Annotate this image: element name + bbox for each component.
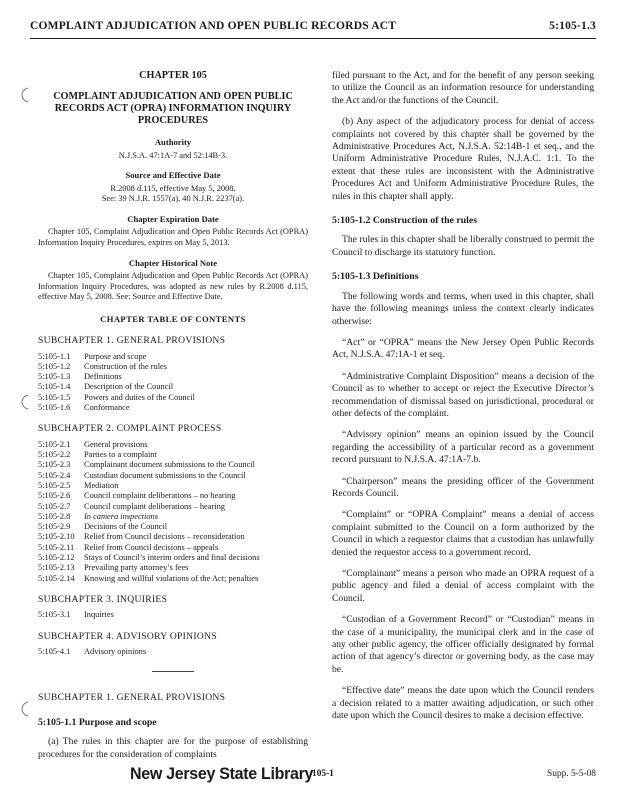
definition-paragraph: “Act” or “OPRA” means the New Jersey Open Public Records Act, N.J.S.A. 47:1A-1 et seq. <box>332 336 594 361</box>
toc-entry-title: Custodian document submissions to the Council <box>84 470 246 480</box>
paragraph-b: (b) Any aspect of the adjudicatory process for denial of access complaints not covered by this chapter shall be governed by the Administrative Procedures Act, N.J.S.A. 52:14B-1 et seq., and the Uniform Administrative Procedure Rules, N.J.A.C. 1:1. To the extent that these rules are inconsistent with the Administrative Procedures Act and Uniform Administrative Procedure Rules, the rules in this chapter shall apply. <box>332 116 594 202</box>
toc-entry <box>38 574 308 584</box>
toc-entry-title: Relief from Council decisions – reconsideration <box>84 532 245 542</box>
toc-entry-number: 5:105-1.3 <box>38 372 71 382</box>
definition-paragraph: “Complaint” or “OPRA Complaint” means a denial of access complaint submitted to the Council on a form authorized by the Council in which a requestor claims that a custodian has unlawfully denied the requestor access to a government record. <box>332 509 594 558</box>
definition-paragraph: “Custodian of a Government Record” or “Custodian” means in the case of a municipality, the municipal clerk and in the case of any other public agency, the officer officially designated by formal action of that agency’s director or governing body, as the case may be. <box>332 614 594 675</box>
toc-entry <box>38 403 308 413</box>
section-divider <box>152 671 194 672</box>
expiration-text: Chapter 105, Complaint Adjudication and Open Public Records Act (OPRA) Information Inquiry Procedures, expires on May 5, 2013. <box>38 227 308 247</box>
margin-hole-mark-icon <box>16 393 34 411</box>
toc-entry-title: Advisory opinions <box>84 647 147 657</box>
toc-entry <box>38 563 308 573</box>
margin-hole-mark-icon <box>16 700 34 718</box>
toc-entry-title: Complainant document submissions to the Council <box>84 460 255 470</box>
expiration-heading: Chapter Expiration Date <box>127 214 219 224</box>
running-header <box>30 20 596 40</box>
definition-paragraph: “Chairperson” means the presiding officer of the Government Records Council. <box>332 475 594 499</box>
subchapter-heading: SUBCHAPTER 1. GENERAL PROVISIONS <box>38 692 226 704</box>
library-stamp-logo: New Jersey State Library <box>130 765 314 784</box>
page-number: 105-1 <box>312 769 334 779</box>
authority-heading: Authority <box>154 137 192 148</box>
toc-entry-title: Parties to a complaint <box>84 450 157 460</box>
toc-entry-number: 5:105-1.4 <box>38 382 71 392</box>
history-heading: Chapter Historical Note <box>128 257 218 268</box>
toc-entry-number: 5:105-2.13 <box>38 563 75 573</box>
toc-entry-number: 5:105-2.6 <box>38 491 71 501</box>
toc-entry-title: Purpose and scope <box>84 351 147 361</box>
section-heading-1-3: 5:105-1.3 Definitions <box>332 271 419 283</box>
definition-paragraph: “Complainant” means a person who made an OPRA request of a public agency and filed a denial of access complaint with the Council. <box>332 568 594 604</box>
chapter-number: CHAPTER 105 <box>139 70 207 81</box>
toc-subchapter-heading: SUBCHAPTER 1. GENERAL PROVISIONS <box>38 335 226 347</box>
toc-entry-title: Decisions of the Council <box>84 522 168 532</box>
toc-entry <box>38 362 308 372</box>
toc-entry <box>38 440 308 450</box>
toc-entry-number: 5:105-2.5 <box>38 480 71 490</box>
toc-entry-number: 5:105-2.1 <box>38 439 71 449</box>
toc-entry <box>38 352 308 362</box>
toc-entry-title: Knowing and willful violations of the Act; penalties <box>84 573 259 583</box>
toc-entry-number: 5:105-2.3 <box>38 460 71 470</box>
toc-entry-title: Council complaint deliberations – no hearing <box>84 491 236 501</box>
toc-entry-title: Inquiries <box>84 610 114 620</box>
definition-paragraph: “Effective date” means the date upon which the Council renders a decision related to a matter awaiting adjudication, or such other date upon which the Council desires to make a decision effective. <box>332 685 594 722</box>
toc-entry-title: Stays of Council’s interim orders and final decisions <box>84 553 260 563</box>
header-section-number: 5:105-1.3 <box>549 20 596 32</box>
source-see-text: See: 39 N.J.R. 1557(a), 40 N.J.R. 2237(a). <box>101 194 245 204</box>
toc-entry <box>38 532 308 542</box>
toc-entry-number: 5:105-1.1 <box>38 351 71 361</box>
toc-entry <box>38 382 308 392</box>
history-text: Chapter 105, Complaint Adjudication and Open Public Records Act (OPRA) Information Inquiry Procedures, was adopted as new rules by R.2008 d.115, effective May 5, 2008. See: Source and Effective Date. <box>38 271 308 302</box>
section-paragraph: (a) The rules in this chapter are for the purpose of establishing procedures for the consideration of complaints <box>38 736 308 760</box>
toc-entry-title: Mediation <box>84 480 119 490</box>
toc-entry-title: Conformance <box>84 403 130 413</box>
toc-entry-title: Definitions <box>84 372 122 382</box>
toc-entry <box>38 471 308 481</box>
header-title: COMPLAINT ADJUDICATION AND OPEN PUBLIC RECORDS ACT <box>30 20 397 32</box>
toc-entry-number: 5:105-2.8 <box>38 511 71 521</box>
toc-subchapter-heading: SUBCHAPTER 3. INQUIRIES <box>38 593 168 605</box>
toc-entry-title: Construction of the rules <box>84 361 168 371</box>
toc-entry <box>38 393 308 403</box>
toc-entry-number: 5:105-2.10 <box>38 532 75 542</box>
margin-hole-mark-icon <box>16 86 34 104</box>
toc-entry <box>38 460 308 470</box>
toc-entry-title: Powers and duties of the Council <box>84 392 195 402</box>
toc-entry-number: 5:105-4.1 <box>38 647 71 657</box>
definition-paragraph: “Administrative Complaint Disposition” means a decision of the Council as to whether to accept or reject the Executive Director’s recommendation of dismissal based on jurisdictional, procedural or other defects of the complaint. <box>332 370 594 419</box>
header-rule <box>30 38 596 39</box>
toc-subchapter-heading: SUBCHAPTER 4. ADVISORY OPINIONS <box>38 630 217 642</box>
toc-title: CHAPTER TABLE OF CONTENTS <box>100 313 246 324</box>
toc-entry-number: 5:105-3.1 <box>38 610 71 620</box>
definition-paragraph: “Advisory opinion” means an opinion issued by the Council regarding the accessibility of a particular record as a government record pursuant to N.J.S.A. 47:1A-7.b. <box>332 429 594 466</box>
toc-entry-title: Description of the Council <box>84 382 174 392</box>
toc-subchapter-heading: SUBCHAPTER 2. COMPLAINT PROCESS <box>38 423 222 435</box>
section-heading-1-2: 5:105-1.2 Construction of the rules <box>332 215 478 227</box>
definitions-list <box>332 337 594 723</box>
toc-entry-number: 5:105-2.14 <box>38 573 75 583</box>
toc-entry-number: 5:105-1.5 <box>38 392 71 402</box>
toc-entry <box>38 647 308 657</box>
continued-paragraph: filed pursuant to the Act, and for the benefit of any person seeking to utilize the Council as an information resource for understanding the Act and/or the functions of the Council. <box>332 70 594 106</box>
toc-entry-title: Prevailing party attorney’s fees <box>84 563 189 573</box>
toc-entry <box>38 450 308 460</box>
toc-entry-title: General provisions <box>84 439 148 449</box>
toc-entry <box>38 512 308 522</box>
toc-entry <box>38 543 308 553</box>
section-1-2-text: The rules in this chapter shall be liberally construed to permit the Council to discharge its statutory function. <box>332 234 594 258</box>
table-of-contents <box>38 335 308 657</box>
toc-entry-number: 5:105-1.6 <box>38 403 71 413</box>
right-column <box>332 70 594 731</box>
toc-entry-number: 5:105-2.11 <box>38 542 75 552</box>
left-column <box>38 70 308 770</box>
section-heading: 5:105-1.1 Purpose and scope <box>38 716 157 728</box>
toc-entry <box>38 522 308 532</box>
toc-entry <box>38 610 308 620</box>
toc-entry-number: 5:105-2.9 <box>38 522 71 532</box>
definitions-intro: The following words and terms, when used in this chapter, shall have the following meanings unless the context clearly indicates otherwise: <box>332 290 594 327</box>
source-text: R.2008 d.115, effective May 5, 2008. <box>110 183 236 193</box>
toc-entry <box>38 491 308 501</box>
toc-entry-title: Relief from Council decisions – appeals <box>84 542 219 552</box>
toc-entry-number: 5:105-2.7 <box>38 501 71 511</box>
toc-entry <box>38 372 308 382</box>
authority-text: N.J.S.A. 47:1A-7 and 52:14B-3. <box>118 150 228 160</box>
toc-entry-number: 5:105-2.2 <box>38 450 71 460</box>
chapter-title: COMPLAINT ADJUDICATION AND OPEN PUBLIC RECORDS ACT (OPRA) INFORMATION INQUIRY PROCEDURES <box>53 91 293 127</box>
toc-entry-number: 5:105-1.2 <box>38 361 71 371</box>
toc-entry <box>38 481 308 491</box>
toc-entry-number: 5:105-2.4 <box>38 470 71 480</box>
toc-entry-number: 5:105-2.12 <box>38 553 75 563</box>
toc-entry-title: In camera inspections <box>84 511 158 521</box>
supplement-date: Supp. 5-5-08 <box>547 769 596 779</box>
toc-entry <box>38 553 308 563</box>
toc-entry <box>38 502 308 512</box>
source-heading: Source and Effective Date <box>125 170 221 181</box>
toc-entry-title: Council complaint deliberations – hearing <box>84 501 225 511</box>
